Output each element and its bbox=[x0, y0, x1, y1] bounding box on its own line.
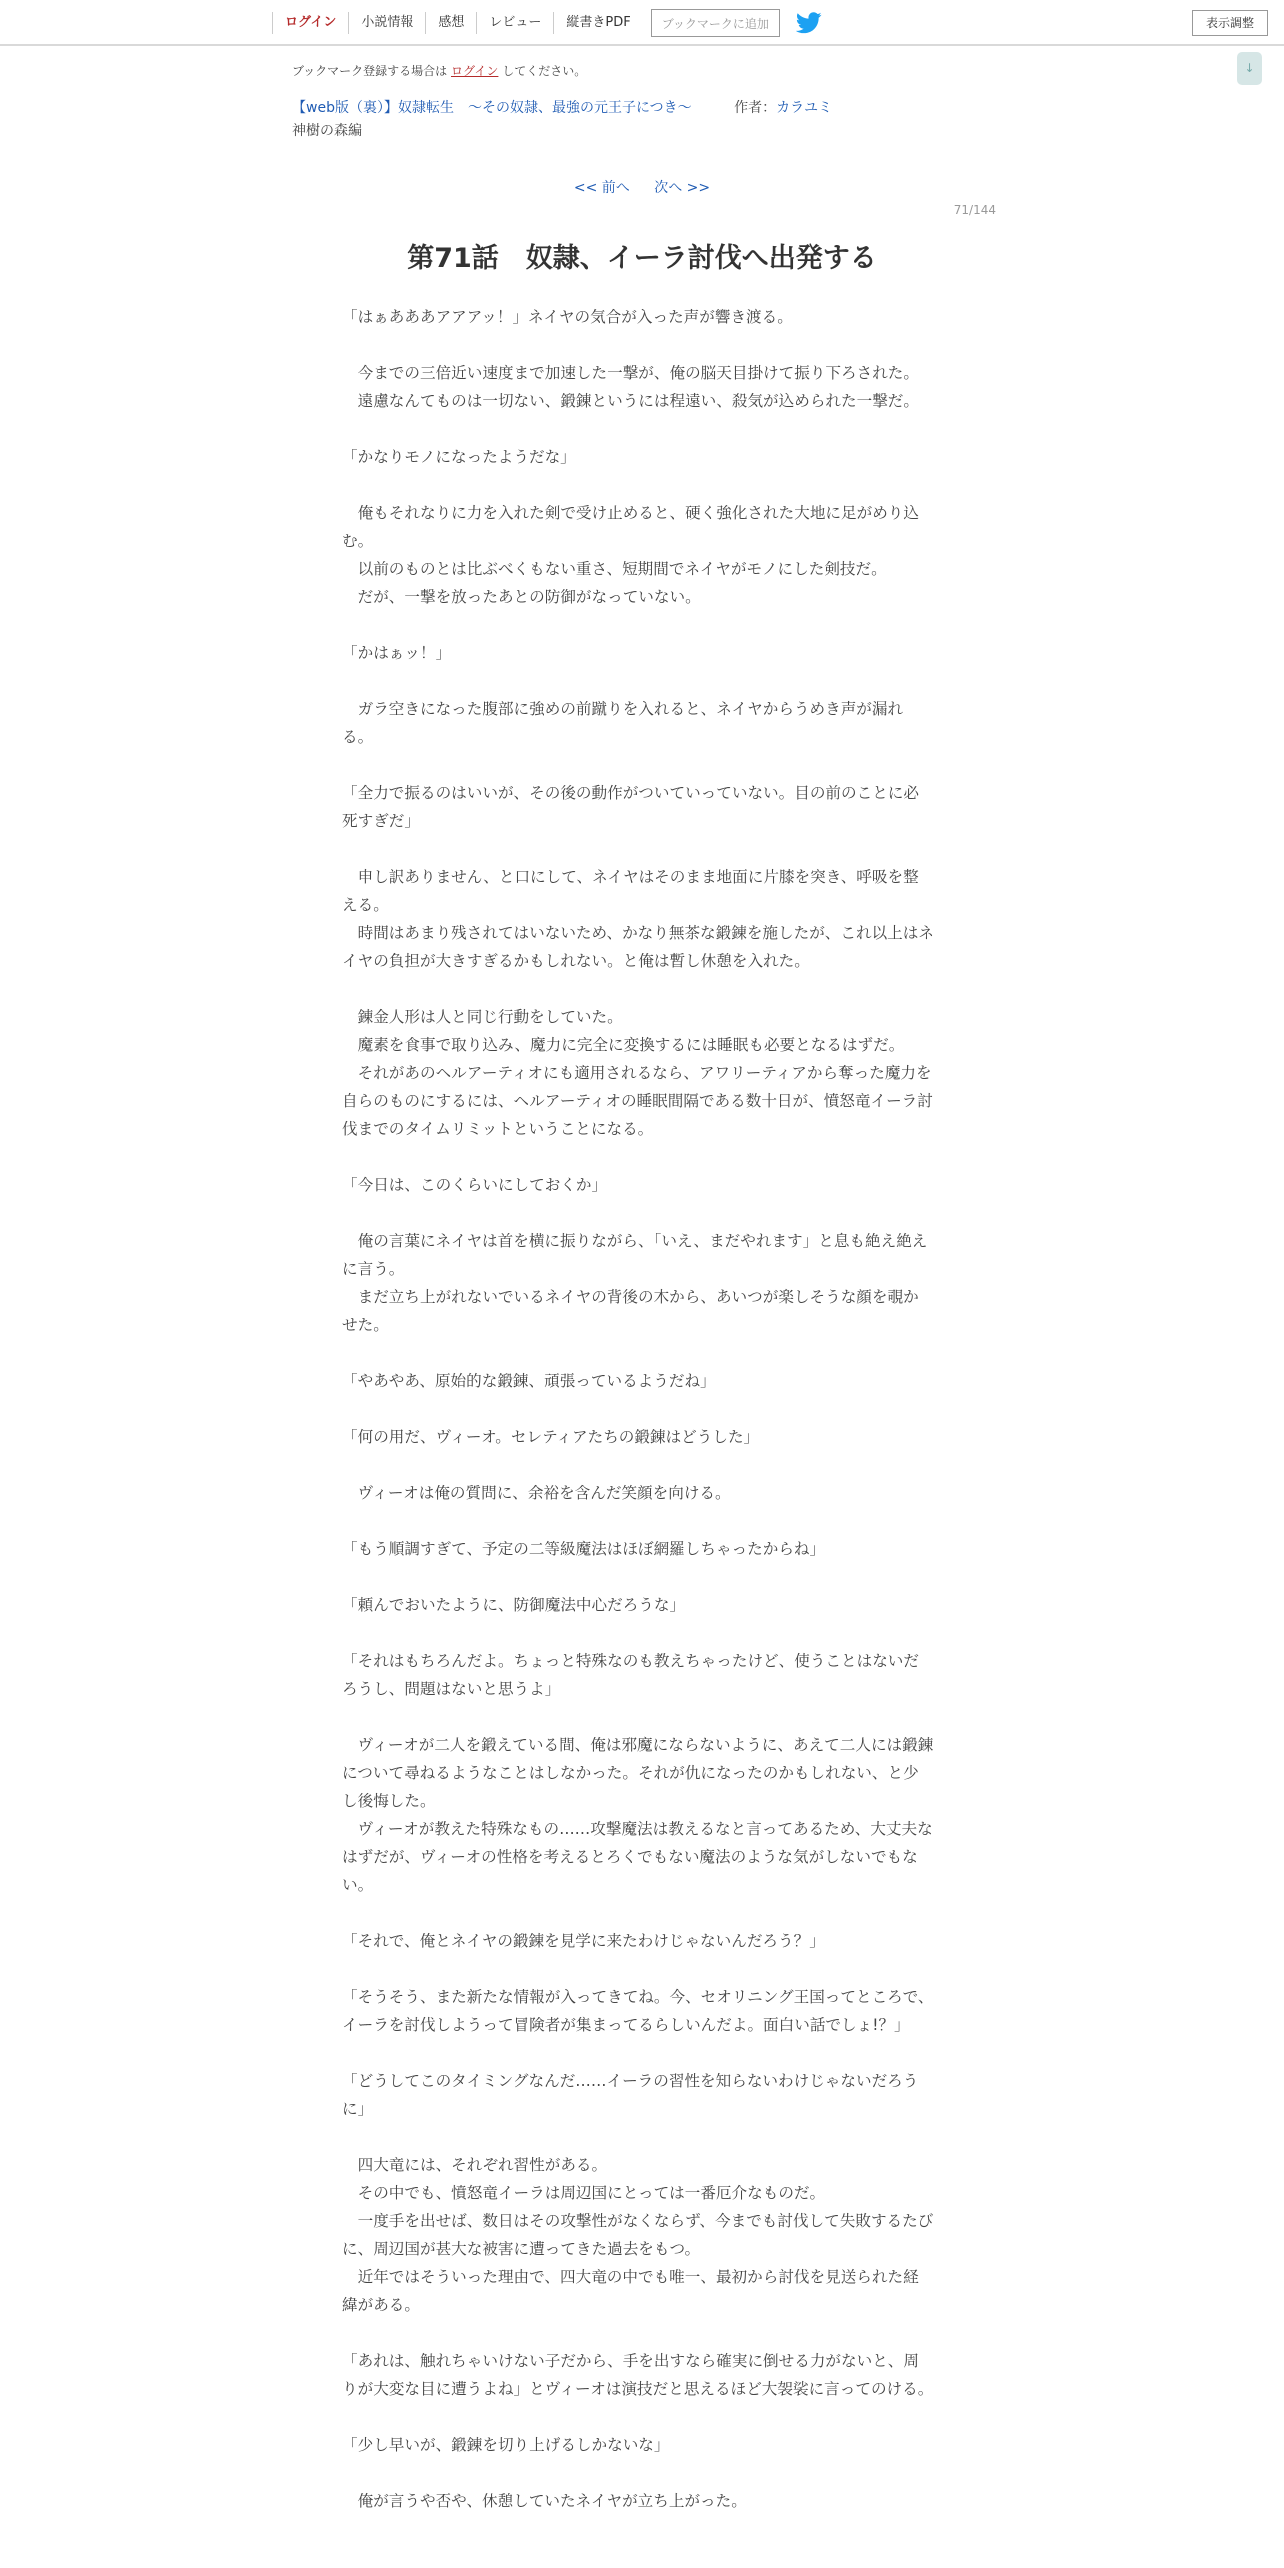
blank-line bbox=[342, 1563, 934, 1591]
login-note bbox=[292, 62, 586, 79]
blank-line bbox=[342, 1199, 934, 1227]
body-paragraph: 錬金人形は人と同じ行動をしていた。 bbox=[342, 1008, 623, 1026]
body-paragraph: 遠慮なんてものは一切ない、鍛錬というには程遠い、殺気が込められた一撃だ。 bbox=[342, 392, 919, 410]
body-paragraph: 魔素を食事で取り込み、魔力に完全に変換するには睡眠も必要となるはずだ。 bbox=[342, 1036, 905, 1054]
work-title-link[interactable]: 【web版（裏）】奴隷転生 ～その奴隷、最強の元王子につき～ bbox=[292, 100, 692, 116]
author-link[interactable]: カラユミ bbox=[776, 100, 833, 116]
body-paragraph: 「何の用だ、ヴィーオ。セレティアたちの鍛錬はどうした」 bbox=[342, 1428, 760, 1446]
body-paragraph: だが、一撃を放ったあとの防御がなっていない。 bbox=[342, 588, 701, 606]
blank-line bbox=[342, 1703, 934, 1731]
blank-line bbox=[342, 1619, 934, 1647]
chapter-group-title: 神樹の森編 bbox=[292, 123, 362, 139]
body-paragraph: 「あれは、触れちゃいけない子だから、手を出すなら確実に倒せる力がないと、周りが大変な目に遭うよね」とヴィーオは演技だと思えるほど大袈裟に言ってのける。 bbox=[342, 2352, 934, 2398]
add-bookmark-button[interactable]: ブックマークに追加 bbox=[651, 9, 780, 37]
nav-vertical-pdf[interactable]: 縦書きPDF bbox=[553, 12, 642, 34]
chapter-title: 第71話 奴隷、イーラ討伐へ出発する bbox=[407, 243, 877, 274]
blank-line bbox=[342, 1507, 934, 1535]
body-paragraph: 「そうそう、また新たな情報が入ってきてね。今、セオリニング王国ってところで、イーラを討伐しようって冒険者が集まってるらしいんだよ。面白い話でしょ!？」 bbox=[342, 1988, 934, 2034]
blank-line bbox=[342, 2123, 934, 2151]
login-note-prefix: ブックマーク登録する場合は bbox=[292, 64, 448, 78]
display-settings-button[interactable]: 表示調整 bbox=[1192, 10, 1268, 36]
blank-line bbox=[342, 331, 934, 359]
blank-line bbox=[342, 2403, 934, 2431]
blank-line bbox=[342, 1955, 934, 1983]
body-paragraph: 「それはもちろんだよ。ちょっと特殊なのも教えちゃったけど、使うことはないだろうし、問題はないと思うよ」 bbox=[342, 1652, 919, 1698]
blank-line bbox=[342, 751, 934, 779]
login-note-suffix: してください。 bbox=[502, 64, 587, 78]
body-paragraph: 「どうしてこのタイミングなんだ……イーラの習性を知らないわけじゃないだろうに」 bbox=[342, 2072, 919, 2118]
blank-line bbox=[342, 975, 934, 1003]
blank-line bbox=[342, 835, 934, 863]
header-nav bbox=[272, 0, 822, 46]
nav-review[interactable]: レビュー bbox=[476, 12, 553, 34]
blank-line bbox=[342, 1395, 934, 1423]
body-paragraph: 俺の言葉にネイヤは首を横に振りながら、「いえ、まだやれます」と息も絶え絶えに言う。 bbox=[342, 1232, 928, 1278]
blank-line bbox=[342, 471, 934, 499]
body-paragraph: ガラ空きになった腹部に強めの前蹴りを入れると、ネイヤからうめき声が漏れる。 bbox=[342, 700, 904, 746]
body-paragraph: 「はぁあああアアアッ！」ネイヤの気合が入った声が響き渡る。 bbox=[342, 308, 793, 326]
blank-line bbox=[342, 1451, 934, 1479]
body-paragraph: 俺もそれなりに力を入れた剣で受け止めると、硬く強化された大地に足がめり込む。 bbox=[342, 504, 919, 550]
pager bbox=[0, 177, 1284, 197]
body-paragraph: ヴィーオは俺の質問に、余裕を含んだ笑顔を向ける。 bbox=[342, 1484, 731, 1502]
body-paragraph: 以前のものとは比ぶべくもない重さ、短期間でネイヤがモノにした剣技だ。 bbox=[342, 560, 887, 578]
body-paragraph: 申し訳ありません、と口にして、ネイヤはそのまま地面に片膝を突き、呼吸を整える。 bbox=[342, 868, 919, 914]
blank-line bbox=[342, 2459, 934, 2487]
chapter-body bbox=[342, 303, 934, 2515]
blank-line bbox=[342, 415, 934, 443]
body-paragraph: 時間はあまり残されてはいないため、かなり無茶な鍛錬を施したが、これ以上はネイヤの負担が大きすぎるかもしれない。と俺は暫し休憩を入れた。 bbox=[342, 924, 934, 970]
body-paragraph: 俺が言うや否や、休憩していたネイヤが立ち上がった。 bbox=[342, 2492, 747, 2510]
work-info bbox=[292, 97, 832, 117]
next-link[interactable]: 次へ >> bbox=[654, 180, 711, 196]
author-label: 作者： bbox=[734, 100, 777, 116]
body-paragraph: まだ立ち上がれないでいるネイヤの背後の木から、あいつが楽しそうな顔を覗かせた。 bbox=[342, 1288, 919, 1334]
login-link[interactable]: ログイン bbox=[451, 64, 499, 78]
page-count: 71/144 bbox=[953, 203, 996, 217]
body-paragraph: 「かなりモノになったようだな」 bbox=[342, 448, 576, 466]
body-paragraph: ヴィーオが教えた特殊なもの……攻撃魔法は教えるなと言ってあるため、大丈夫なはずだが、ヴィーオの性格を考えるとろくでもない魔法のような気がしないでもない。 bbox=[342, 1820, 933, 1894]
body-paragraph: 一度手を出せば、数日はその攻撃性がなくならず、今までも討伐して失敗するたびに、周辺国が甚大な被害に遭ってきた過去をもつ。 bbox=[342, 2212, 934, 2258]
blank-line bbox=[342, 611, 934, 639]
scroll-down-icon[interactable]: ↓ bbox=[1237, 52, 1262, 85]
body-paragraph: 「それで、俺とネイヤの鍛錬を見学に来たわけじゃないんだろう？」 bbox=[342, 1932, 825, 1950]
blank-line bbox=[342, 667, 934, 695]
body-paragraph: 四大竜には、それぞれ習性がある。 bbox=[342, 2156, 608, 2174]
body-paragraph: ヴィーオが二人を鍛えている間、俺は邪魔にならないように、あえて二人には鍛錬について尋ねるようなことはしなかった。それが仇になったのかもしれない、と少し後悔した。 bbox=[342, 1736, 934, 1810]
twitter-icon[interactable] bbox=[796, 12, 822, 34]
body-paragraph: それがあのヘルアーティオにも適用されるなら、アワリーティアから奪った魔力を自らのものにするには、ヘルアーティオの睡眠間隔である数十日が、憤怒竜イーラ討伐までのタイムリミットということになる。 bbox=[342, 1064, 933, 1138]
top-navigation-bar bbox=[0, 0, 1284, 46]
nav-impressions[interactable]: 感想 bbox=[425, 12, 476, 34]
blank-line bbox=[342, 1899, 934, 1927]
nav-novel-info[interactable]: 小説情報 bbox=[348, 12, 425, 34]
body-paragraph: 「全力で振るのはいいが、その後の動作がついていっていない。目の前のことに必死すぎだ」 bbox=[342, 784, 919, 830]
body-paragraph: 近年ではそういった理由で、四大竜の中でも唯一、最初から討伐を見送られた経緯がある。 bbox=[342, 2268, 919, 2314]
blank-line bbox=[342, 1339, 934, 1367]
body-paragraph: 今までの三倍近い速度まで加速した一撃が、俺の脳天目掛けて振り下ろされた。 bbox=[342, 364, 919, 382]
body-paragraph: その中でも、憤怒竜イーラは周辺国にとっては一番厄介なものだ。 bbox=[342, 2184, 826, 2202]
prev-link[interactable]: << 前へ bbox=[573, 180, 630, 196]
body-paragraph: 「かはぁッ！」 bbox=[342, 644, 452, 662]
body-paragraph: 「今日は、このくらいにしておくか」 bbox=[342, 1176, 608, 1194]
blank-line bbox=[342, 1143, 934, 1171]
body-paragraph: 「頼んでおいたように、防御魔法中心だろうな」 bbox=[342, 1596, 686, 1614]
body-paragraph: 「少し早いが、鍛錬を切り上げるしかないな」 bbox=[342, 2436, 670, 2454]
body-paragraph: 「もう順調すぎて、予定の二等級魔法はほぼ網羅しちゃったからね」 bbox=[342, 1540, 826, 1558]
nav-login[interactable]: ログイン bbox=[272, 12, 348, 34]
blank-line bbox=[342, 2039, 934, 2067]
blank-line bbox=[342, 2319, 934, 2347]
body-paragraph: 「やあやあ、原始的な鍛錬、頑張っているようだね」 bbox=[342, 1372, 716, 1390]
